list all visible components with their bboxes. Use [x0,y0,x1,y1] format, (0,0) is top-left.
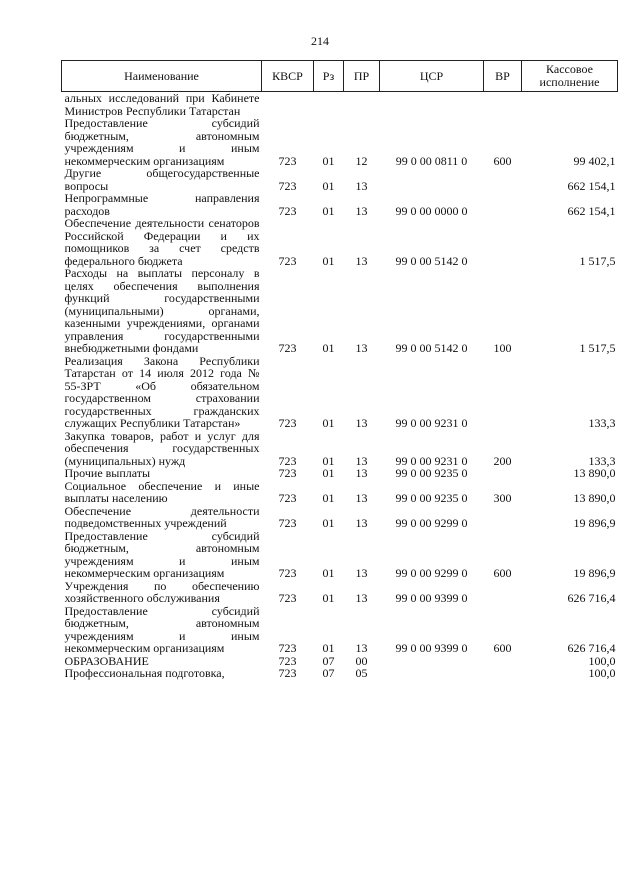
row-name: ОБРАЗОВАНИЕ [64,653,149,668]
row-amount: 626 716,4 [567,591,616,605]
row-pr: 13 [355,341,368,355]
row-rz: 01 [322,566,335,580]
row-vr [484,192,522,217]
table-row [62,505,618,530]
row-rz: 01 [322,341,335,355]
header-csr: ЦСР [380,61,484,92]
row-vr: 300 [493,491,512,505]
row-name: Прочие выплаты [64,466,151,480]
row-amount: 626 716,4 [567,641,616,655]
row-kvsr: 723 [278,466,297,480]
table-row [62,117,618,167]
row-vr: 600 [493,566,512,580]
row-csr: 99 0 00 9399 0 [395,641,468,655]
table-row [62,480,618,505]
row-csr: 99 0 00 9231 0 [395,416,468,430]
row-pr [344,92,380,118]
table-row [62,667,618,680]
row-rz: 01 [322,453,335,468]
row-vr: 600 [493,641,512,655]
row-vr [484,667,522,680]
row-csr: 99 0 00 5142 0 [395,253,468,268]
row-amount: 13 890,0 [573,491,616,505]
row-rz: 01 [322,253,335,268]
row-kvsr [262,92,314,118]
row-name: Обеспечение деятельности сенаторов Российской Федерации и их помощников за счет средств федерального бюджета [64,216,260,268]
row-amount: 133,3 [588,453,616,468]
row-pr: 12 [355,153,368,168]
row-pr: 13 [355,453,368,468]
row-vr: 600 [493,153,512,168]
row-kvsr: 723 [278,666,297,680]
row-kvsr: 723 [278,178,297,193]
row-vr: 100 [493,341,512,355]
row-kvsr: 723 [278,653,297,668]
row-rz: 01 [322,203,335,218]
row-kvsr: 723 [278,153,297,168]
row-csr [380,92,484,118]
header-rz: Рз [314,61,344,92]
row-kvsr: 723 [278,591,297,605]
row-kvsr: 723 [278,516,297,530]
row-vr [484,167,522,192]
row-pr: 05 [355,666,368,680]
row-name: Обеспечение деятельности подведомственных учреждений [64,503,260,530]
row-rz: 01 [322,516,335,530]
row-amount: 100,0 [588,666,616,680]
row-csr: 99 0 00 5142 0 [395,341,468,355]
row-rz: 07 [322,653,335,668]
row-kvsr: 723 [278,491,297,505]
row-rz: 01 [322,153,335,168]
header-name: Наименование [62,61,262,92]
row-pr: 13 [355,178,368,193]
row-rz: 01 [322,178,335,193]
row-csr: 99 0 00 9231 0 [395,453,468,468]
row-rz [314,92,344,118]
row-name: Закупка товаров, работ и услуг для обеспечения государственных (муниципальных) нужд [64,428,260,468]
row-amount: 19 896,9 [573,516,616,530]
table-header [62,61,618,92]
row-name: Расходы на выплаты персоналу в целях обеспечения выполнения функций государственными (муниципальными) органами, казенными учреждениями, органами управления государственными внебюджетными фондами [64,266,260,355]
table-row [62,92,618,118]
row-amount: 662 154,1 [567,203,616,218]
table-row [62,605,618,655]
row-vr [484,505,522,530]
row-name: Предоставление субсидий бюджетным, автономным учреждениям и иным некоммерческим организациям [64,603,260,655]
row-rz: 01 [322,591,335,605]
table-row [62,167,618,192]
row-rz: 01 [322,466,335,480]
row-rz: 01 [322,491,335,505]
row-amount: 1 517,5 [579,253,616,268]
header-kvsr: КВСР [262,61,314,92]
row-amount: 133,3 [588,416,616,430]
row-kvsr: 723 [278,453,297,468]
row-amount: 19 896,9 [573,566,616,580]
row-pr: 13 [355,253,368,268]
row-csr: 99 0 00 0000 0 [395,203,468,218]
table-row [62,530,618,580]
row-pr: 13 [355,416,368,430]
row-kvsr: 723 [278,253,297,268]
header-pr: ПР [344,61,380,92]
table-row [62,267,618,355]
row-kvsr: 723 [278,566,297,580]
table-row [62,430,618,468]
header-amount: Кассовое исполнение [522,61,618,92]
row-name: Предоставление субсидий бюджетным, автономным учреждениям и иным некоммерческим организациям [64,116,260,168]
table-row [62,467,618,480]
row-csr [380,667,484,680]
row-vr [484,467,522,480]
row-name: Другие общегосударственные вопросы [64,166,260,193]
row-pr: 13 [355,203,368,218]
row-kvsr: 723 [278,341,297,355]
row-pr: 00 [355,653,368,668]
table-row [62,355,618,430]
row-csr: 99 0 00 9235 0 [395,491,468,505]
row-vr [484,355,522,430]
row-vr: 200 [493,453,512,468]
row-csr: 99 0 00 0811 0 [395,153,468,168]
row-kvsr: 723 [278,416,297,430]
row-csr: 99 0 00 9299 0 [395,566,468,580]
row-pr: 13 [355,641,368,655]
row-csr [380,655,484,668]
table-row [62,580,618,605]
row-amount: 99 402,1 [573,153,616,168]
row-pr: 13 [355,516,368,530]
row-pr: 13 [355,491,368,505]
row-name: Учреждения по обеспечению хозяйственного обслуживания [64,578,260,605]
table-row [62,192,618,217]
row-vr [484,580,522,605]
row-amount: 662 154,1 [567,178,616,193]
row-rz: 01 [322,641,335,655]
row-name: Профессиональная подготовка, [64,666,225,680]
row-csr [380,167,484,192]
row-vr [484,217,522,267]
row-pr: 13 [355,466,368,480]
row-name: Непрограммные направления расходов [64,191,260,218]
header-vr: ВР [484,61,522,92]
row-name: Реализация Закона Республики Татарстан от 14 июля 2012 года № 55-ЗРТ «Об обязательном государственном страховании государственных гражданских служащих Республики Татарстан» [64,353,260,430]
row-csr: 99 0 00 9235 0 [395,466,468,480]
row-vr [484,92,522,118]
row-amount: 1 517,5 [579,341,616,355]
row-name: Социальное обеспечение и иные выплаты населению [64,478,260,505]
row-csr: 99 0 00 9399 0 [395,591,468,605]
row-name: Предоставление субсидий бюджетным, автономным учреждениям и иным некоммерческим организациям [64,528,260,580]
row-amount: 100,0 [588,653,616,668]
row-amount: 13 890,0 [573,466,616,480]
row-rz: 01 [322,416,335,430]
table-row [62,217,618,267]
page-number: 214 [311,34,329,48]
row-vr [484,655,522,668]
row-name: альных исследований при Кабинете Министров Республики Татарстан [64,91,260,118]
row-rz: 07 [322,666,335,680]
row-kvsr: 723 [278,641,297,655]
row-pr: 13 [355,566,368,580]
budget-table [61,60,618,680]
row-csr: 99 0 00 9299 0 [395,516,468,530]
row-amount [522,92,618,118]
row-kvsr: 723 [278,203,297,218]
row-pr: 13 [355,591,368,605]
table-body [62,92,618,680]
